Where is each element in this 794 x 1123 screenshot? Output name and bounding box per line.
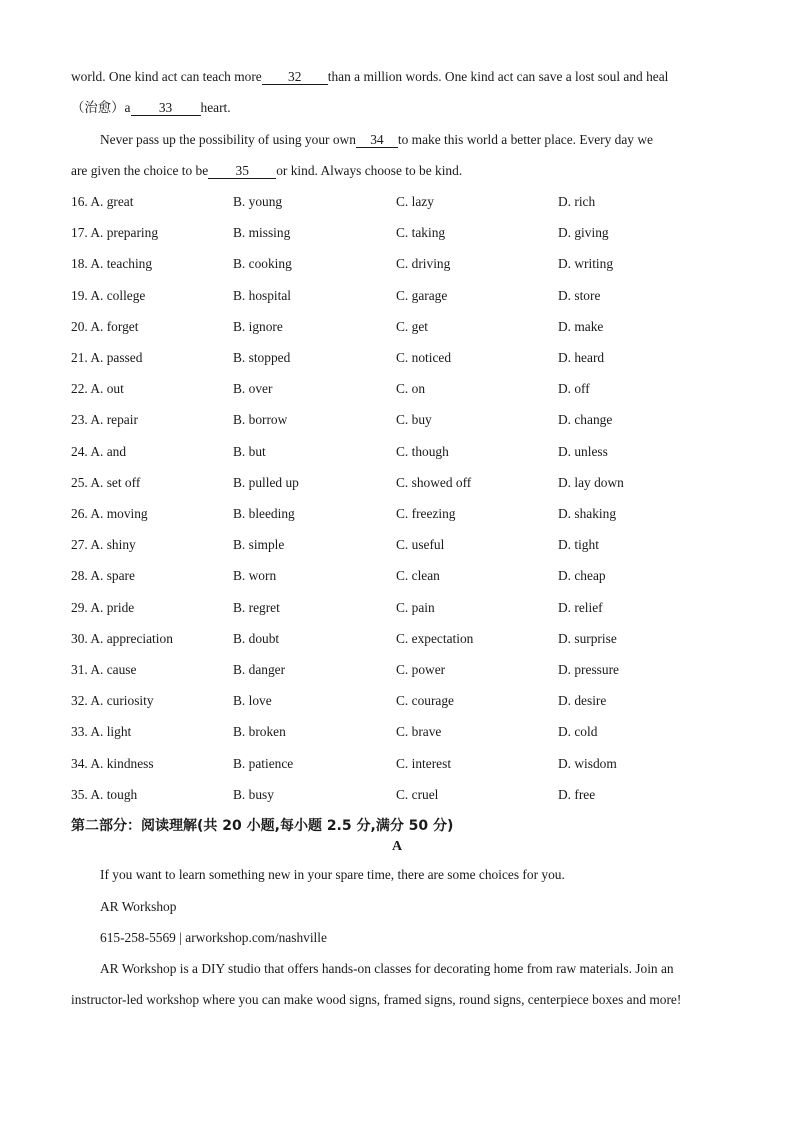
option-a: 29. A. pride	[71, 599, 135, 615]
option-d: D. free	[558, 786, 596, 802]
blank-33: 33	[131, 101, 201, 116]
option-b: B. borrow	[233, 412, 288, 428]
blank-34: 34	[356, 133, 398, 148]
option-a: 23. A. repair	[71, 412, 138, 428]
workshop-name: AR Workshop	[100, 899, 177, 914]
option-c: C. pain	[396, 599, 435, 615]
option-a: 32. A. curiosity	[71, 693, 154, 709]
option-d: D. tight	[558, 537, 599, 553]
option-a: 22. A. out	[71, 381, 124, 397]
question-row	[0, 412, 794, 430]
option-d: D. cold	[558, 724, 598, 740]
text-segment: heart.	[200, 100, 231, 115]
option-b: B. broken	[233, 724, 286, 740]
option-a: 28. A. spare	[71, 568, 135, 584]
option-d: D. rich	[558, 194, 596, 209]
option-c: C. freezing	[396, 506, 456, 521]
option-a: 30. A. appreciation	[71, 630, 173, 646]
question-row	[0, 568, 794, 586]
cloze-line-2	[71, 100, 731, 116]
option-a: 16. A. great	[71, 194, 134, 209]
option-b: B. busy	[233, 786, 274, 802]
option-b: B. but	[233, 443, 266, 459]
option-a: 31. A. cause	[71, 662, 137, 677]
question-row	[0, 475, 794, 493]
question-row	[0, 319, 794, 337]
option-d: D. change	[558, 412, 613, 428]
blank-35: 35	[208, 164, 276, 179]
option-d: D. cheap	[558, 568, 606, 584]
question-row	[0, 194, 794, 212]
question-row	[0, 537, 794, 555]
option-b: B. pulled up	[233, 474, 299, 490]
option-b: B. simple	[233, 537, 285, 553]
cloze-line-3	[100, 132, 730, 148]
text-segment: than a million words. One kind act can save a lost soul and heal	[327, 69, 669, 84]
option-b: B. young	[233, 194, 283, 209]
option-c: C. taking	[396, 225, 446, 241]
option-d: D. desire	[558, 693, 607, 709]
option-c: C. noticed	[396, 350, 452, 365]
cloze-line-1	[71, 69, 731, 85]
question-row	[0, 288, 794, 306]
option-b: B. stopped	[233, 350, 291, 365]
option-c: C. cruel	[396, 786, 439, 802]
question-row	[0, 662, 794, 680]
question-row	[0, 724, 794, 742]
option-c: C. on	[396, 381, 426, 397]
option-a: 25. A. set off	[71, 474, 141, 490]
option-d: D. make	[558, 318, 604, 334]
option-a: 20. A. forget	[71, 318, 139, 334]
reading-intro: If you want to learn something new in your spare time, there are some choices for you.	[100, 867, 565, 882]
option-d: D. surprise	[558, 630, 617, 646]
option-a: 21. A. passed	[71, 350, 143, 365]
option-b: B. love	[233, 693, 272, 709]
option-a: 35. A. tough	[71, 786, 138, 802]
option-c: C. power	[396, 662, 446, 677]
text-segment: to make this world a better place. Every day we	[397, 132, 653, 147]
option-b: B. regret	[233, 599, 280, 615]
option-b: B. doubt	[233, 630, 280, 646]
option-b: B. worn	[233, 568, 277, 584]
option-d: D. off	[558, 381, 590, 397]
option-c: C. courage	[396, 693, 455, 709]
option-c: C. clean	[396, 568, 440, 584]
option-d: D. shaking	[558, 506, 617, 521]
option-c: C. useful	[396, 537, 445, 553]
option-d: D. writing	[558, 256, 614, 272]
question-row	[0, 350, 794, 368]
option-b: B. patience	[233, 755, 294, 771]
option-c: C. garage	[396, 287, 448, 303]
option-b: B. cooking	[233, 256, 292, 272]
option-c: C. brave	[396, 724, 442, 740]
cloze-line-4	[71, 163, 731, 179]
text-segment: world. One kind act can teach more	[71, 69, 262, 84]
option-d: D. unless	[558, 443, 608, 459]
option-b: B. hospital	[233, 287, 292, 303]
text-segment: or kind. Always choose to be kind.	[276, 163, 463, 178]
option-b: B. over	[233, 381, 273, 397]
option-c: C. lazy	[396, 194, 434, 209]
question-row	[0, 506, 794, 524]
text-segment: are given the choice to be	[71, 163, 209, 178]
option-a: 18. A. teaching	[71, 256, 153, 272]
question-row	[0, 756, 794, 774]
option-a: 19. A. college	[71, 287, 146, 303]
option-c: C. expectation	[396, 630, 474, 646]
question-row	[0, 631, 794, 649]
option-c: C. though	[396, 443, 449, 459]
blank-32: 32	[262, 70, 328, 85]
question-row	[0, 381, 794, 399]
option-b: B. danger	[233, 662, 286, 677]
option-d: D. relief	[558, 599, 603, 615]
question-row	[0, 225, 794, 243]
section-heading: 第二部分：阅读理解(共 20 小题,每小题 2.5 分,满分 50 分)	[71, 818, 454, 834]
option-d: D. pressure	[558, 662, 619, 677]
option-c: C. buy	[396, 412, 432, 428]
option-b: B. missing	[233, 225, 291, 241]
option-d: D. giving	[558, 225, 609, 241]
question-row	[0, 693, 794, 711]
question-row	[0, 600, 794, 618]
option-d: D. lay down	[558, 474, 624, 490]
option-b: B. bleeding	[233, 506, 295, 521]
option-b: B. ignore	[233, 318, 283, 334]
option-a: 24. A. and	[71, 443, 127, 459]
option-d: D. store	[558, 287, 601, 303]
option-a: 33. A. light	[71, 724, 132, 740]
text-segment: （治愈）a	[71, 100, 131, 115]
workshop-contact: 615-258-5569 | arworkshop.com/nashville	[100, 930, 327, 945]
question-row	[0, 787, 794, 805]
option-c: C. get	[396, 318, 428, 334]
option-c: C. interest	[396, 755, 452, 771]
workshop-description-line-1: AR Workshop is a DIY studio that offers hands-on classes for decorating home from raw materials. Join an	[100, 961, 674, 976]
option-d: D. heard	[558, 350, 605, 365]
option-a: 26. A. moving	[71, 506, 148, 521]
option-a: 17. A. preparing	[71, 225, 159, 241]
text-segment: Never pass up the possibility of using your own	[100, 132, 356, 147]
option-c: C. driving	[396, 256, 451, 272]
question-row	[0, 444, 794, 462]
option-a: 27. A. shiny	[71, 537, 136, 553]
option-c: C. showed off	[396, 474, 472, 490]
option-a: 34. A. kindness	[71, 755, 154, 771]
workshop-description-line-2: instructor-led workshop where you can make wood signs, framed signs, round signs, centerpiece boxes and more!	[71, 992, 682, 1007]
question-row	[0, 256, 794, 274]
option-d: D. wisdom	[558, 755, 617, 771]
passage-letter: A	[391, 839, 403, 854]
